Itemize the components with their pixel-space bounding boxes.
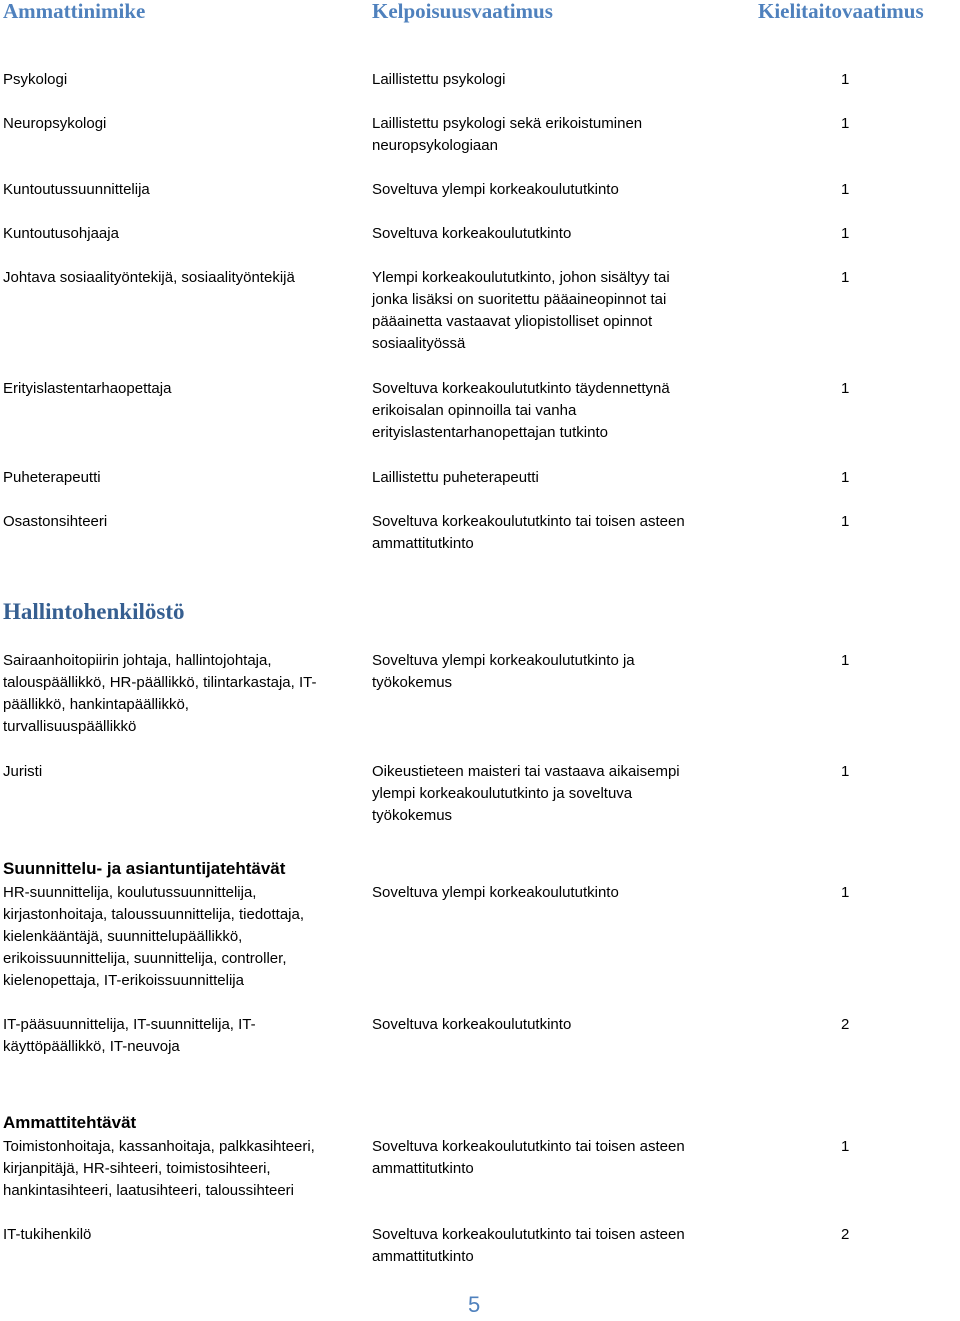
language-level: 1 — [841, 269, 850, 286]
language-level: 2 — [841, 1016, 850, 1033]
job-title: Puheterapeutti — [3, 469, 101, 486]
job-title: Neuropsykologi — [3, 115, 107, 132]
job-title: Juristi — [3, 763, 43, 780]
qualification: Soveltuva ylempi korkeakoulututkinto — [372, 884, 619, 901]
job-title: Kuntoutussuunnittelija — [3, 181, 150, 198]
page-number: 5 — [468, 1292, 481, 1317]
job-title: Osastonsihteeri — [3, 513, 108, 530]
job-title: Sairaanhoitopiirin johtaja, hallintojohtaja, talouspäällikkö, HR-päällikkö, tilintarkastaja, IT- päällikkö, hankintapäällikkö, turvallisuuspäällikkö — [3, 652, 317, 735]
header-kielitaitovaatimus: Kielitaitovaatimus — [758, 0, 924, 23]
qualification: Soveltuva korkeakoulututkinto tai toisen asteen ammattitutkinto — [372, 513, 685, 552]
job-title: Erityislastentarhaopettaja — [3, 380, 172, 397]
language-level: 1 — [841, 1138, 850, 1155]
qualification: Oikeustieteen maisteri tai vastaava aikaisempi ylempi korkeakoulututkinto ja soveltuva työkokemus — [372, 763, 680, 824]
job-title: Toimistonhoitaja, kassanhoitaja, palkkasihteeri, kirjanpitäjä, HR-sihteeri, toimistosihteeri, hankintasihteeri, laatusihteeri, taloussihteeri — [3, 1138, 315, 1199]
job-title: Kuntoutusohjaaja — [3, 225, 119, 242]
qualification: Soveltuva korkeakoulututkinto tai toisen asteen ammattitutkinto — [372, 1226, 685, 1265]
qualification: Laillistettu psykologi — [372, 71, 506, 88]
qualification: Soveltuva ylempi korkeakoulututkinto — [372, 181, 619, 198]
qualification: Soveltuva korkeakoulututkinto — [372, 225, 572, 242]
language-level: 1 — [841, 380, 850, 397]
job-title: Psykologi — [3, 71, 68, 88]
qualification: Soveltuva korkeakoulututkinto tai toisen asteen ammattitutkinto — [372, 1138, 685, 1177]
qualification: Laillistettu puheterapeutti — [372, 469, 539, 486]
section-heading-suunnittelu: Suunnittelu- ja asiantuntijatehtävät — [3, 859, 286, 878]
language-level: 1 — [841, 513, 850, 530]
language-level: 1 — [841, 181, 850, 198]
job-title: HR-suunnittelija, koulutussuunnittelija, kirjastonhoitaja, taloussuunnittelija, tiedottaja, kielenkääntäjä, suunnittelupäällikkö, erikoissuunnittelija, suunnittelija, controller, kielenopettaja, IT-erikoissuunnittelija — [3, 884, 305, 989]
job-title: Johtava sosiaalityöntekijä, sosiaalityöntekijä — [3, 269, 295, 286]
section-heading-ammattitehtavat: Ammattitehtävät — [3, 1113, 137, 1132]
header-kelpoisuusvaatimus: Kelpoisuusvaatimus — [372, 0, 553, 23]
header-ammattinimike: Ammattinimike — [3, 0, 146, 23]
qualification: Soveltuva ylempi korkeakoulututkinto ja työkokemus — [372, 652, 635, 691]
section-heading-hallintohenkilosto: Hallintohenkilöstö — [3, 599, 185, 624]
qualification: Laillistettu psykologi sekä erikoistuminen neuropsykologiaan — [372, 115, 643, 154]
language-level: 1 — [841, 71, 850, 88]
language-level: 1 — [841, 652, 850, 669]
qualification: Ylempi korkeakoulututkinto, johon sisältyy tai jonka lisäksi on suoritettu pääaineopinnot tai pääainetta vastaavat yliopistolliset opinnot sosiaalityössä — [372, 269, 670, 352]
language-level: 1 — [841, 884, 850, 901]
job-title: IT-tukihenkilö — [3, 1226, 92, 1243]
language-level: 1 — [841, 225, 850, 242]
qualification: Soveltuva korkeakoulututkinto — [372, 1016, 572, 1033]
language-level: 1 — [841, 115, 850, 132]
qualification: Soveltuva korkeakoulututkinto täydennettynä erikoisalan opinnoilla tai vanha erityislastentarhanopettajan tutkinto — [372, 380, 670, 441]
job-title: IT-pääsuunnittelija, IT-suunnittelija, IT- käyttöpäällikkö, IT-neuvoja — [3, 1016, 256, 1055]
language-level: 1 — [841, 763, 850, 780]
language-level: 1 — [841, 469, 850, 486]
language-level: 2 — [841, 1226, 850, 1243]
